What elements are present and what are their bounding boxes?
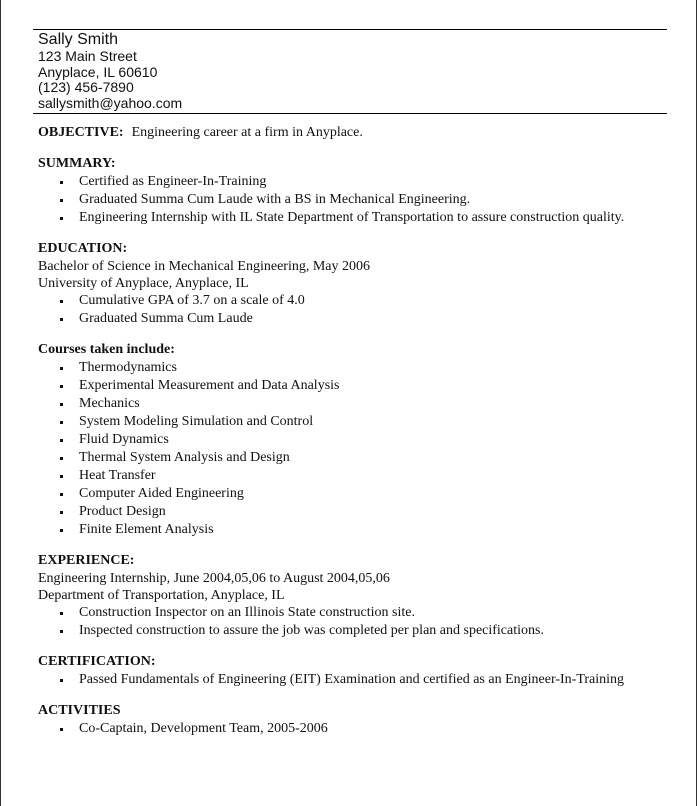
education-section (38, 240, 678, 328)
list-item: Finite Element Analysis (38, 521, 678, 539)
list-item: Computer Aided Engineering (38, 485, 678, 503)
contact-email: sallysmith@yahoo.com (38, 94, 183, 111)
experience-section (38, 552, 678, 640)
contact-name: Sally Smith (38, 31, 119, 48)
list-item: Construction Inspector on an Illinois State construction site. (38, 604, 678, 622)
header-top-rule (33, 29, 667, 30)
activities-list (38, 720, 678, 738)
courses-list (38, 359, 678, 539)
resume-body (38, 124, 678, 751)
experience-org: Department of Transportation, Anyplace, IL (38, 588, 285, 603)
certification-section (38, 653, 678, 689)
header-bottom-rule (33, 113, 667, 114)
list-item: Heat Transfer (38, 467, 678, 485)
list-item: Fluid Dynamics (38, 431, 678, 449)
courses-section (38, 341, 678, 539)
list-item: Mechanics (38, 395, 678, 413)
list-item: Graduated Summa Cum Laude with a BS in Mechanical Engineering. (38, 191, 678, 209)
activities-heading: ACTIVITIES (38, 703, 121, 718)
education-degree: Bachelor of Science in Mechanical Engineering, May 2006 (38, 259, 370, 274)
summary-list (38, 173, 678, 227)
objective-section (38, 124, 678, 142)
list-item: Engineering Internship with IL State Department of Transportation to assure construction quality. (38, 209, 678, 227)
list-item: Experimental Measurement and Data Analysis (38, 377, 678, 395)
list-item: Co-Captain, Development Team, 2005-2006 (38, 720, 678, 738)
list-item: Graduated Summa Cum Laude (38, 310, 678, 328)
summary-section (38, 155, 678, 227)
list-item: System Modeling Simulation and Control (38, 413, 678, 431)
education-school: University of Anyplace, Anyplace, IL (38, 276, 249, 291)
list-item: Certified as Engineer-In-Training (38, 173, 678, 191)
summary-heading: SUMMARY: (38, 156, 116, 171)
list-item: Inspected construction to assure the job was completed per plan and specifications. (38, 622, 678, 640)
contact-header (38, 31, 182, 111)
experience-heading: EXPERIENCE: (38, 553, 135, 568)
list-item: Thermal System Analysis and Design (38, 449, 678, 467)
certification-list (38, 671, 678, 689)
courses-heading: Courses taken include: (38, 342, 175, 357)
list-item: Thermodynamics (38, 359, 678, 377)
objective-text: Engineering career at a firm in Anyplace. (131, 125, 363, 140)
experience-title: Engineering Internship, June 2004,05,06 to August 2004,05,06 (38, 571, 390, 586)
activities-section (38, 702, 678, 738)
contact-city: Anyplace, IL 60610 (38, 63, 158, 80)
list-item: Product Design (38, 503, 678, 521)
objective-heading: OBJECTIVE: (38, 125, 124, 140)
certification-heading: CERTIFICATION: (38, 654, 156, 669)
contact-phone: (123) 456-7890 (38, 79, 134, 95)
list-item: Passed Fundamentals of Engineering (EIT) Examination and certified as an Engineer-In-Training (38, 671, 678, 689)
experience-list (38, 604, 678, 640)
list-item: Cumulative GPA of 3.7 on a scale of 4.0 (38, 292, 678, 310)
education-heading: EDUCATION: (38, 241, 128, 256)
education-list (38, 292, 678, 328)
contact-street: 123 Main Street (38, 48, 137, 64)
